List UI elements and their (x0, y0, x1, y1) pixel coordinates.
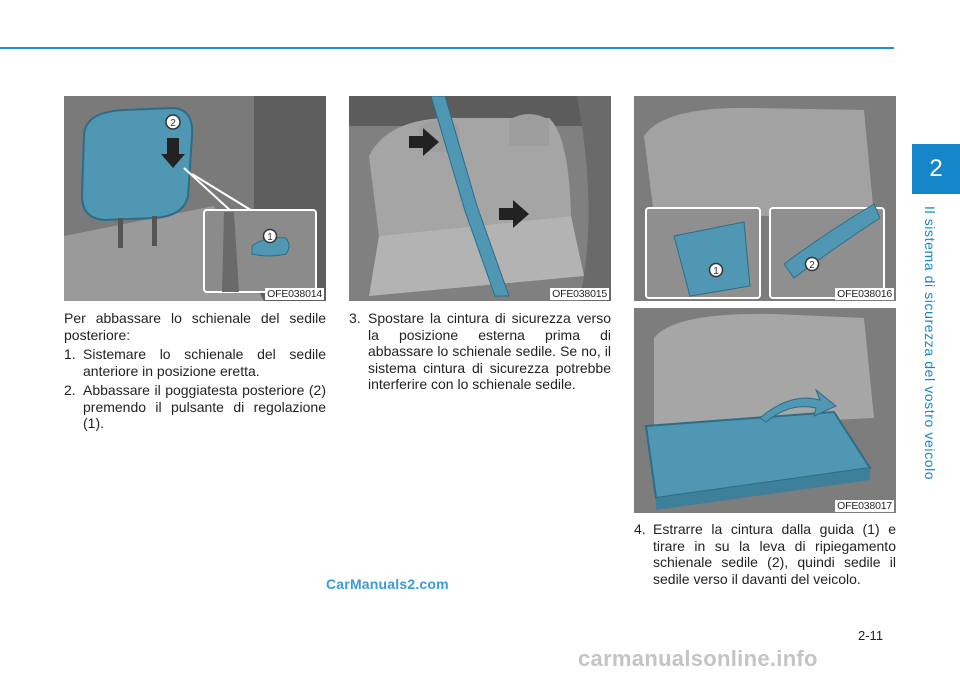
watermark-link[interactable]: CarManuals2.com (326, 576, 449, 592)
step-1: 1. Sistemare lo schienale del sedile anteriore in posizione eretta. (64, 346, 326, 379)
figure-code: OFE038014 (267, 288, 322, 300)
site-watermark: carmanualsonline.info (578, 646, 818, 671)
figure-code: OFE038016 (837, 288, 892, 300)
folding-lever-illustration (634, 96, 896, 301)
intro-text: Per abbassare lo schienale del sedile posteriore: (64, 310, 326, 343)
figure-headrest (64, 96, 326, 301)
figure-code: OFE038017 (837, 500, 892, 512)
text-column-1 (64, 310, 326, 432)
step-3: 3. Spostare la cintura di sicurezza verso la posizione esterna prima di abbassare lo schienale sedile. Se no, il sistema cintura di sicurezza potrebbe interferire con lo schienale sedile. (349, 310, 611, 392)
headrest-illustration (64, 96, 326, 301)
header-rule (0, 47, 894, 49)
figure-code: OFE038015 (552, 288, 607, 300)
figure-folded-seat (634, 308, 896, 513)
callout-2: 2 (809, 260, 815, 271)
step-4: 4. Estrarre la cintura dalla guida (1) e tirare in su la leva di ripiegamento schienale sedile (2), quindi sedile il sedile verso il davanti del veicolo. (634, 521, 896, 587)
figure-seatbelt (349, 96, 611, 301)
callout-1: 1 (267, 232, 273, 243)
callout-1: 1 (713, 266, 719, 277)
text-column-2 (349, 310, 611, 393)
chapter-number-tab (912, 144, 960, 194)
step-2: 2. Abbassare il poggiatesta posteriore (2) premendo il pulsante di regolazione (1). (64, 382, 326, 431)
chapter-number: 2 (929, 155, 943, 182)
seatbelt-illustration (349, 96, 611, 301)
chapter-title: Il sistema di sicurezza del vostro veicolo (922, 206, 938, 481)
page-number: 2-11 (858, 628, 884, 643)
text-column-3 (634, 521, 896, 587)
folded-seat-illustration (634, 308, 896, 513)
callout-2: 2 (170, 118, 176, 129)
figure-folding-lever (634, 96, 896, 301)
